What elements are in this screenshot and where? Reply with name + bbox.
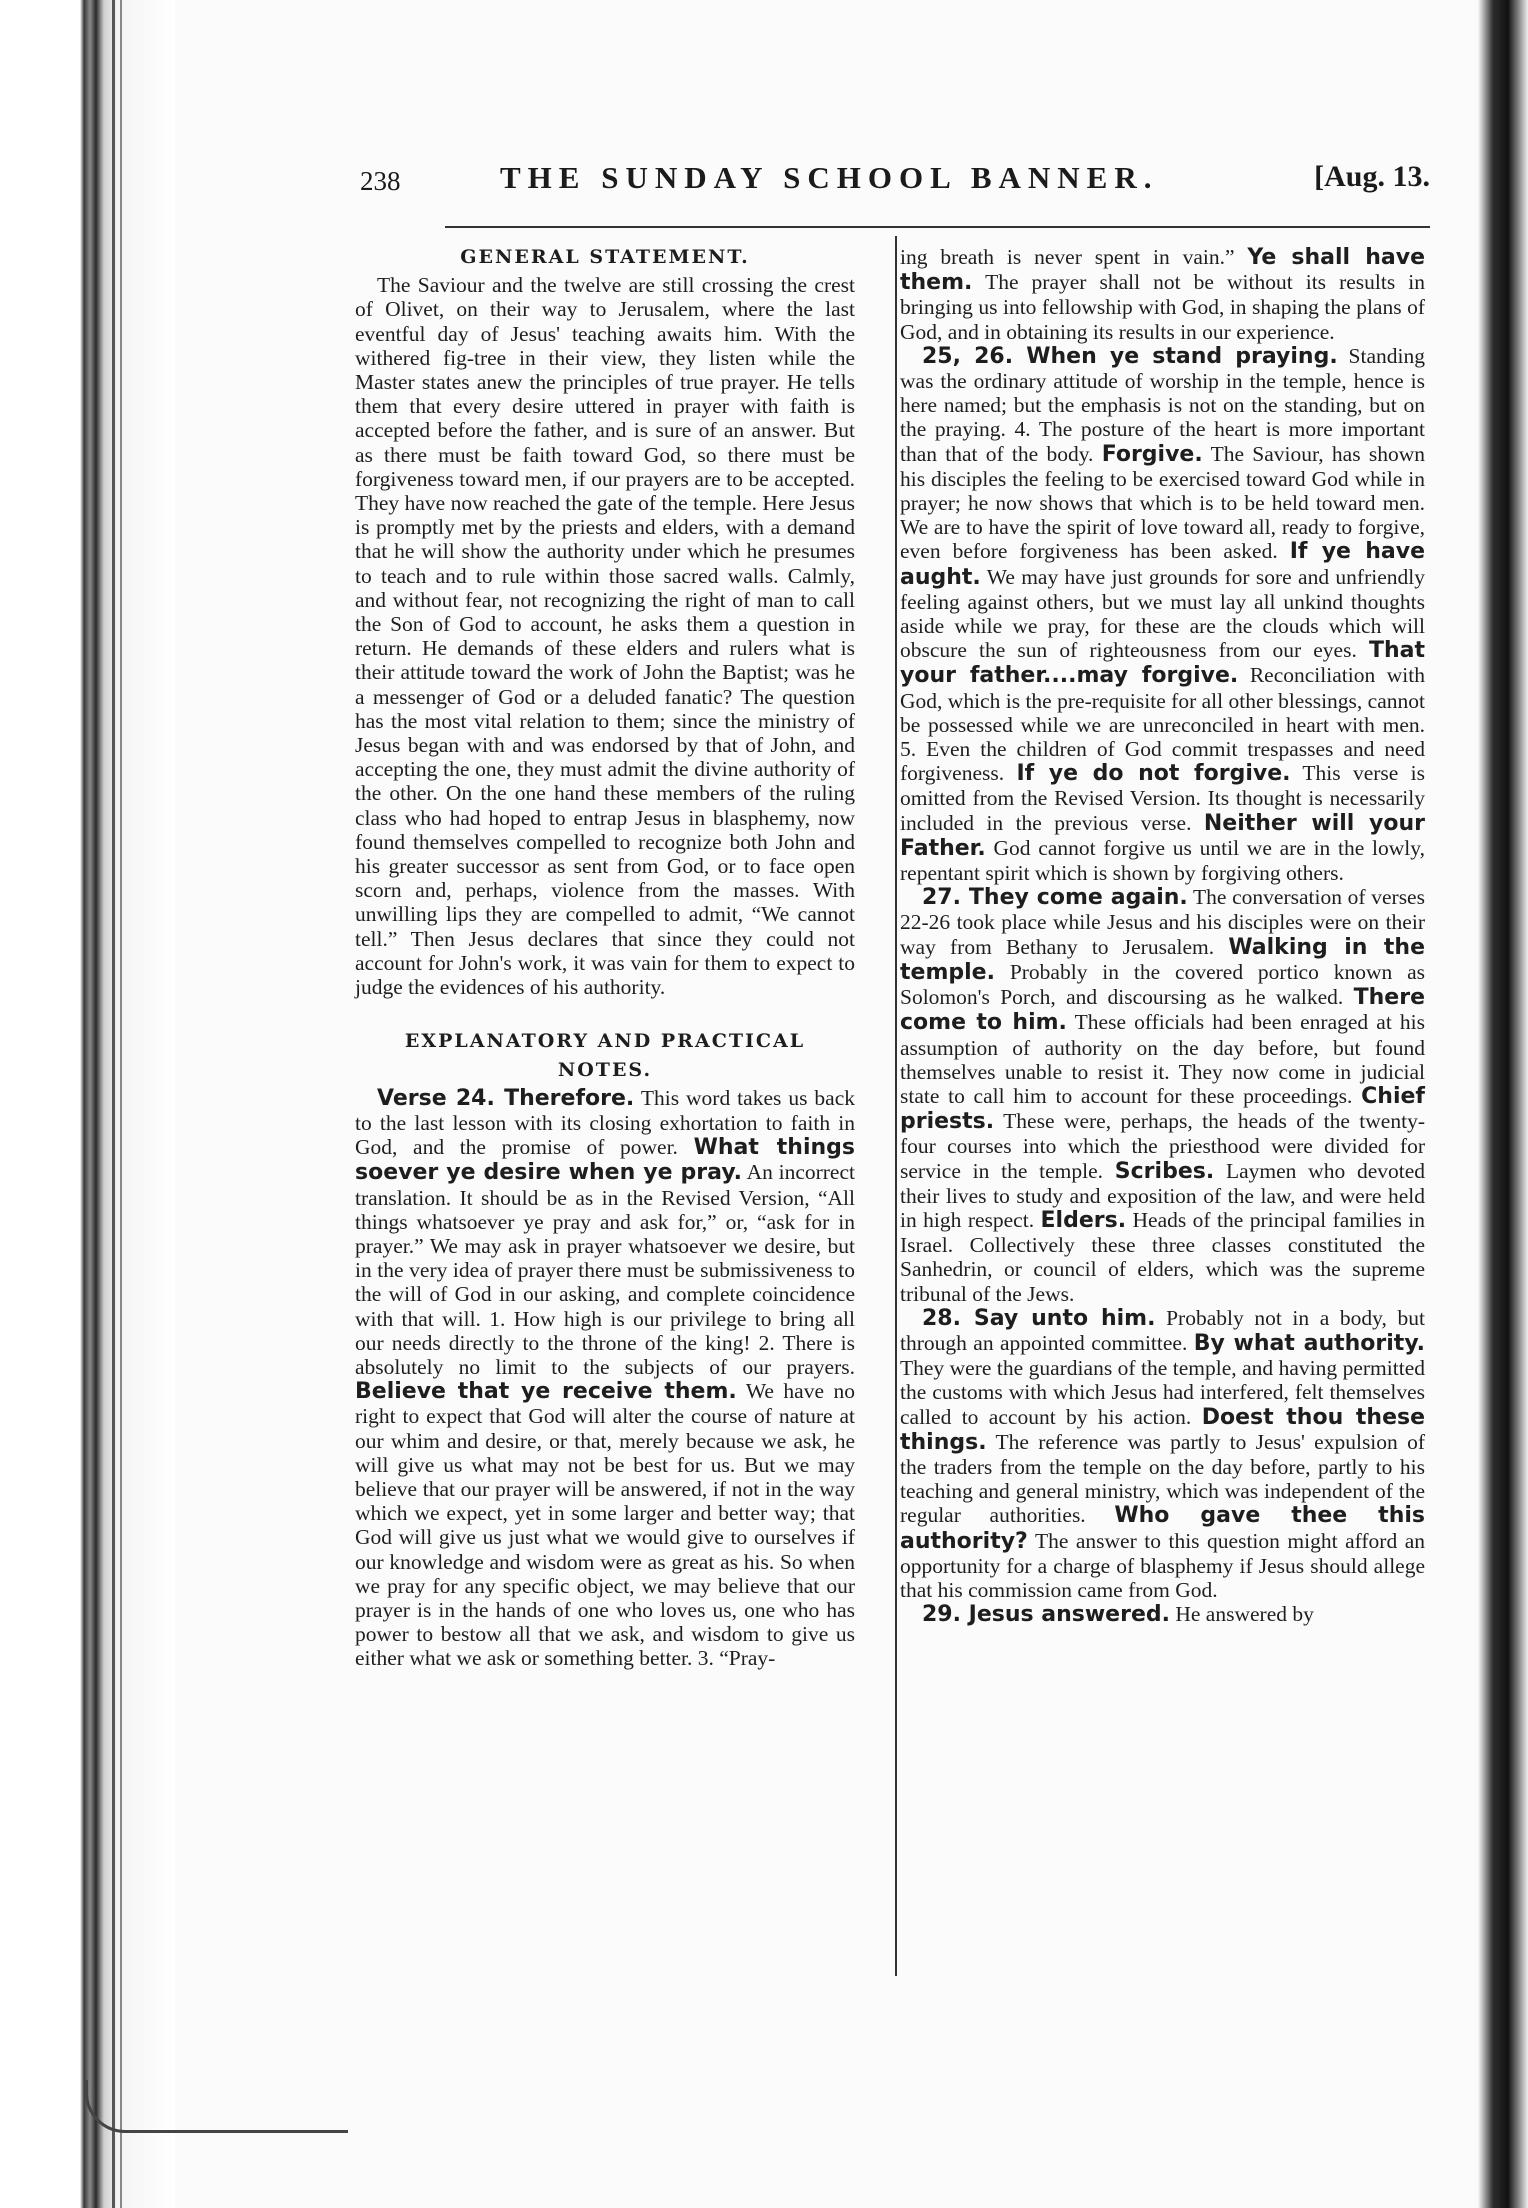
verse24-keyword2: What things soever ye desire when ye pray. — [355, 1135, 855, 1186]
header-rule — [445, 226, 1430, 228]
general-statement-text: The Saviour and the twelve are still crossing the crest of Olivet, on their way to Jerusalem, where the last eventful day of Jesus' teaching awaits him. With the withered fig-tree in their view, they listen while the Master states anew the principles of true prayer. He tells them that every desire uttered in prayer with faith is accepted before the father, and is sure of an answer. But as there must be faith toward God, so there must be forgiveness toward men, if our prayers are to be accepted. They have now reached the gate of the temple. Here Jesus is promptly met by the priests and elders, with a demand that he will show the authority under which he presumes to teach and to rule within those sacred walls. Calmly, and without fear, not recognizing the right of man to call the Son of God to account, he asks them a question in return. He demands of these elders and rulers what is their attitude toward the work of John the Baptist; was he a messenger of God or a deluded fanatic? The question has the most vital relation to them; since the ministry of Jesus began with and was endorsed by that of John, and accepting the one, they must admit the divine authority of the other. On the one hand these members of the ruling class who had hoped to entrap Jesus in blasphemy, now found themselves compelled to recognize both John and his greater successor as sent from God, or to face open scorn and, perhaps, violence from the masses. With unwilling lips they are compelled to admit, “We cannot tell.” Then Jesus declares that since they could not account for John's work, it was vain for them to expect to judge the evidences of his authority. — [355, 273, 855, 1000]
v25-text5: This verse is omitted from the Revised Version. Its thought is necessarily included in the previous verse. — [900, 761, 1425, 835]
v27-text3: These officials had been enraged at his assumption of authority on the day before, but found themselves unable to resist it. They now come in judicial state to call him to account for these proceedings. — [900, 1010, 1425, 1108]
verse24-text1: This word takes us back to the last lesson with its closing exhortation to faith in God, and the promise of power. — [355, 1085, 855, 1160]
v25-keyword2: Forgive. — [1101, 441, 1203, 467]
v25-keyword5: If ye do not forgive. — [1016, 761, 1291, 787]
v25-text4: Reconciliation with God, which is the pre-requisite for all other blessings, cannot be possessed while we are unreconciled in heart with men. 5. Even the children of God commit trespasses and need forgiveness. — [900, 663, 1425, 786]
v27-text1: The conversation of verses 22-26 took place while Jesus and his disciples were on their way from Bethany to Jerusalem. — [900, 885, 1425, 959]
verse24-text3: We have no right to expect that God will alter the course of nature at our whim and desire, or that, merely because we ask, he will give us what may not be best for us. But we may believe that our prayer will be answered, if not in the way which we expect, yet in some larger and better way; that God will give us just what we would give to ourselves if our knowledge and wisdom were as great as his. So when we pray for any specific object, we may believe that our prayer is in the hands of one who loves us, one who has power to bestow all that we ask, and wisdom to give us either what we ask or something better. 3. “Pray- — [355, 1379, 855, 1671]
page-number: 238 — [360, 166, 401, 196]
book-binding — [0, 0, 175, 2208]
v25-text2: The Saviour, has shown his disciples the feeling to be exercised toward God while in prayer; he now shows that which is to be held toward men. We are to have the spirit of love toward all, ready to forgive, even before forgiveness has been asked. — [900, 441, 1425, 564]
verse27-paragraph — [900, 885, 1425, 1305]
verse24-label: Verse 24. Therefore. — [377, 1085, 635, 1111]
left-column — [355, 245, 855, 1671]
v27-keyword: 27. They come again. — [922, 885, 1188, 911]
v27-keyword4: Chief priests. — [900, 1083, 1425, 1135]
verse29-paragraph — [900, 1602, 1425, 1627]
v28-text2: They were the guardians of the temple, and having permitted the customs with which Jesus had interfered, felt themselves called to account by his action. — [900, 1356, 1425, 1429]
v25-text1: Standing was the ordinary attitude of worship in the temple, hence is here named; but the emphasis is not on the standing, but on the praying. 4. The posture of the heart is more important than that of the body. — [900, 343, 1425, 466]
verse24-keyword3: Believe that ye receive them. — [355, 1379, 737, 1405]
v29-keyword: 29. Jesus answered. — [922, 1602, 1170, 1628]
v28-keyword: 28. Say unto him. — [922, 1305, 1156, 1331]
v27-text6: Heads of the principal families in Israel. Collectively these three classes constituted the Sanhedrin, or council of elders, which was the supreme tribunal of the Jews. — [900, 1207, 1425, 1306]
notes-heading-line2: NOTES. — [557, 1058, 653, 1081]
v28-keyword4: Who gave thee this authority? — [900, 1503, 1425, 1554]
issue-date: [Aug. 13. — [1314, 160, 1430, 193]
v27-keyword6: Elders. — [1040, 1207, 1127, 1233]
v25-keyword3: If ye have aught. — [900, 539, 1426, 590]
general-statement-heading: GENERAL STATEMENT. — [460, 246, 750, 268]
cont-text2: The prayer shall not be without its results in bringing us into fellowship with God, in shaping the plans of God, and in obtaining its results in our experience. — [900, 270, 1425, 344]
v25-text3: We may have just grounds for sore and unfriendly feeling against others, but we must lay all unkind thoughts aside while we pray, for these are the clouds which will obscure the sun of righteousness from our eyes. — [900, 564, 1425, 663]
v27-keyword5: Scribes. — [1114, 1158, 1215, 1184]
binding-edge-line — [112, 0, 115, 2208]
right-column — [900, 245, 1425, 1627]
page-right-edge — [1478, 0, 1528, 2208]
v27-text4: These were, perhaps, the heads of the twenty-four courses into which the priesthood were divided for service in the temple. — [900, 1109, 1425, 1183]
v25-keyword4: That your father....may forgive. — [900, 638, 1425, 689]
cont-text: ing breath is never spent in vain.” — [900, 245, 1235, 269]
v27-keyword3: There come to him. — [900, 985, 1425, 1036]
v27-text5: Laymen who devoted their lives to study and exposition of the law, and were held in high respect. — [900, 1158, 1426, 1232]
binding-edge-line-inner — [120, 0, 122, 2208]
v29-text: He answered by — [1175, 1602, 1314, 1627]
running-header — [360, 160, 1430, 220]
v28-text3: The reference was partly to Jesus' expulsion of the traders from the temple on the day before, partly to his teaching and general ministry, which was independent of the regular authorities. — [900, 1429, 1425, 1528]
v28-text1: Probably not in a body, but through an appointed committee. — [900, 1305, 1426, 1355]
continued-paragraph — [900, 245, 1425, 344]
page-stack-corner — [85, 2080, 348, 2133]
verse25-paragraph — [900, 344, 1425, 885]
running-title: THE SUNDAY SCHOOL BANNER. — [500, 160, 1159, 195]
verse28-paragraph — [900, 1306, 1425, 1602]
v28-keyword3: Doest thou these things. — [900, 1404, 1426, 1455]
verse24-paragraph — [355, 1086, 855, 1671]
v25-keyword: 25, 26. When ye stand praying. — [922, 343, 1338, 369]
v28-text4: The answer to this question might afford an opportunity for a charge of blasphemy if Jesus should allege that his commission came from God. — [900, 1528, 1425, 1602]
v25-keyword6: Neither will your Father. — [900, 810, 1426, 861]
v27-text2: Probably in the covered portico known as Solomon's Porch, and discoursing as he walked. — [900, 959, 1426, 1010]
cont-keyword: Ye shall have them. — [900, 245, 1425, 296]
v28-keyword2: By what authority. — [1193, 1330, 1425, 1356]
verse24-text2: An incorrect translation. It should be as in the Revised Version, “All things whatsoever ye pray and ask for,” or, “ask for in prayer.” We may ask in prayer whatsoever we desire, but in the very idea of prayer there must be submissiveness to the will of God in our asking, and complete coincidence with that will. 1. How high is our privilege to bring all our needs directly to the throne of the king! 2. There is absolutely no limit to the subjects of our prayers. — [355, 1160, 855, 1379]
notes-heading-line1: EXPLANATORY AND PRACTICAL — [404, 1030, 806, 1053]
column-divider — [895, 236, 897, 1976]
v25-text6: God cannot forgive us until we are in the lowly, repentant spirit which is shown by forgiving others. — [900, 835, 1426, 886]
v27-keyword2: Walking in the temple. — [900, 934, 1426, 985]
